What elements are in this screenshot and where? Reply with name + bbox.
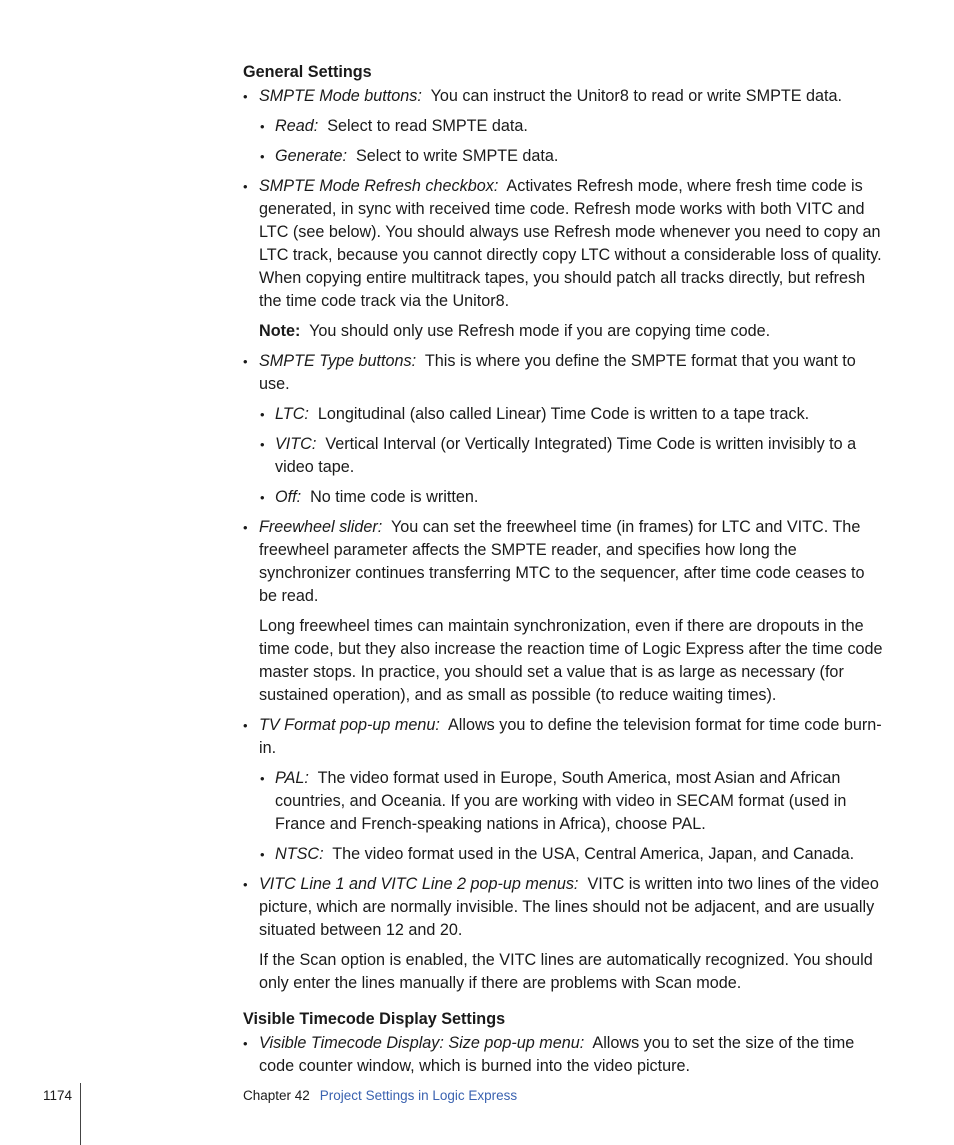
bullet: • [243,1036,248,1051]
description: You can instruct the Unitor8 to read or write SMPTE data. [430,87,843,105]
freewheel-paragraph: Long freewheel times can maintain synchronization, even if there are dropouts in the time code, but they also increase the reaction time of Logic Express after the time code master stops. In practice, you should set a value that is as large as necessary (for sustained operation), and as small as possible (to reduce waiting times). [259,617,883,704]
list-item [243,85,883,108]
term: Generate: [275,147,347,165]
description: Longitudinal (also called Linear) Time Code is written to a tape track. [317,405,810,423]
description: The video format used in the USA, Central America, Japan, and Canada. [332,845,855,863]
list-item [243,1032,883,1078]
page-number: 1174 [43,1088,73,1103]
term: NTSC: [275,845,324,863]
term: Visible Timecode Display: Size pop-up menu: [259,1034,585,1052]
description: Allows you to set the size of the time code counter window, which is burned into the video picture. [259,1034,855,1075]
list-item [243,350,883,396]
bullet: • [260,490,265,505]
bullet: • [243,877,248,892]
term: TV Format pop-up menu: [259,716,440,734]
list-item [243,714,883,760]
bullet: • [243,89,248,104]
term: VITC Line 1 and VITC Line 2 pop-up menus: [259,875,579,893]
list-item [243,115,883,138]
term: SMPTE Mode Refresh checkbox: [259,177,499,195]
bullet: • [260,149,265,164]
chapter-label: Chapter 42 [243,1088,310,1103]
list-item [243,175,883,313]
description: No time code is written. [310,488,479,506]
bullet: • [243,179,248,194]
description: Activates Refresh mode, where fresh time code is generated, in sync with received time code. Refresh mode works with both VITC and LTC (see below). You should always use Refresh mode whenever you need to copy an LTC track, because you cannot directly copy LTC without a considerable loss of quality. When copying entire multitrack tapes, you should patch all tracks directly, but refresh the time code track via the Unitor8. [259,177,882,310]
page-content [243,61,883,1085]
description: You can set the freewheel time (in frames) for LTC and VITC. The freewheel parameter affects the SMPTE reader, and specifies how long the synchronizer continues transferring MTC to the sequencer, after time code ceases to be read. [259,518,865,605]
chapter-title-link[interactable]: Project Settings in Logic Express [319,1088,518,1103]
description: The video format used in Europe, South America, most Asian and African countries, and Oceania. If you are working with video in SECAM format (used in France and French-speaking nations in Africa), choose PAL. [275,769,847,833]
note-paragraph [243,320,883,343]
term: SMPTE Mode buttons: [259,87,422,105]
term: SMPTE Type buttons: [259,352,417,370]
bullet: • [243,520,248,535]
bullet: • [260,847,265,862]
term: PAL: [275,769,309,787]
description: VITC is written into two lines of the video picture, which are normally invisible. The lines should not be adjacent, and are usually situated between 12 and 20. [259,875,879,939]
term: Read: [275,117,319,135]
bullet: • [243,718,248,733]
description: Select to read SMPTE data. [327,117,528,135]
description: Vertical Interval (or Vertically Integrated) Time Code is written invisibly to a video tape. [275,435,857,476]
general-settings-heading: General Settings [243,63,372,81]
scan-paragraph: If the Scan option is enabled, the VITC lines are automatically recognized. You should only enter the lines manually if there are problems with Scan mode. [259,951,873,992]
bullet: • [260,771,265,786]
description: Select to write SMPTE data. [356,147,559,165]
description: Allows you to define the television format for time code burn-in. [259,716,882,757]
list-item [243,873,883,942]
list-item [243,516,883,608]
description: This is where you define the SMPTE format that you want to use. [259,352,856,393]
bullet: • [260,119,265,134]
bullet: • [243,354,248,369]
description: You should only use Refresh mode if you are copying time code. [309,322,771,340]
term: Freewheel slider: [259,518,383,536]
list-item [243,145,883,168]
chapter-footer [243,1087,517,1105]
bullet: • [260,437,265,452]
bullet: • [260,407,265,422]
term: LTC: [275,405,309,423]
term: VITC: [275,435,317,453]
list-item [243,433,883,479]
footer-divider [80,1083,81,1145]
visible-timecode-heading: Visible Timecode Display Settings [243,1010,506,1028]
list-item [243,843,883,866]
note-label: Note: [259,322,301,340]
list-item [243,403,883,426]
list-item [243,767,883,836]
list-item [243,486,883,509]
term: Off: [275,488,302,506]
